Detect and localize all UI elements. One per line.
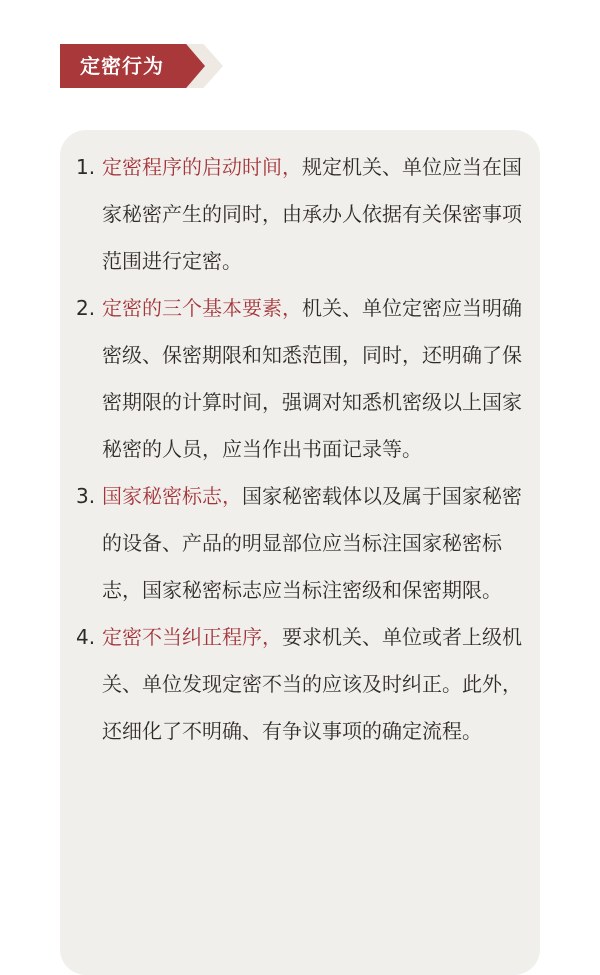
section-title: 定密行为: [80, 54, 164, 78]
list-item: [76, 144, 522, 285]
section-header: [60, 44, 230, 88]
item-heading: 定密的三个基本要素，: [102, 296, 302, 320]
item-body: 要求机关、单位或者上级机关、单位发现定密不当的应该及时纠正。此外，还细化了不明确、有争议事项的确定流程。: [102, 625, 522, 743]
item-heading: 国家秘密标志，: [102, 484, 242, 508]
item-heading: 定密程序的启动时间，: [102, 155, 302, 179]
list-item: [76, 614, 522, 755]
item-body: 国家秘密载体以及属于国家秘密的设备、产品的明显部位应当标注国家秘密标志，国家秘密标志应当标注密级和保密期限。: [102, 484, 522, 602]
item-number: 3.: [76, 484, 96, 508]
list-item: [76, 473, 522, 614]
item-number: 1.: [76, 155, 96, 179]
item-body: 机关、单位定密应当明确密级、保密期限和知悉范围，同时，还明确了保密期限的计算时间，强调对知悉机密级以上国家秘密的人员，应当作出书面记录等。: [102, 296, 522, 461]
item-number: 2.: [76, 296, 96, 320]
item-body: 规定机关、单位应当在国家秘密产生的同时，由承办人依据有关保密事项范围进行定密。: [102, 155, 522, 273]
item-number: 4.: [76, 625, 96, 649]
content-card: [60, 130, 540, 975]
list-item: [76, 285, 522, 473]
item-heading: 定密不当纠正程序，: [102, 625, 282, 649]
